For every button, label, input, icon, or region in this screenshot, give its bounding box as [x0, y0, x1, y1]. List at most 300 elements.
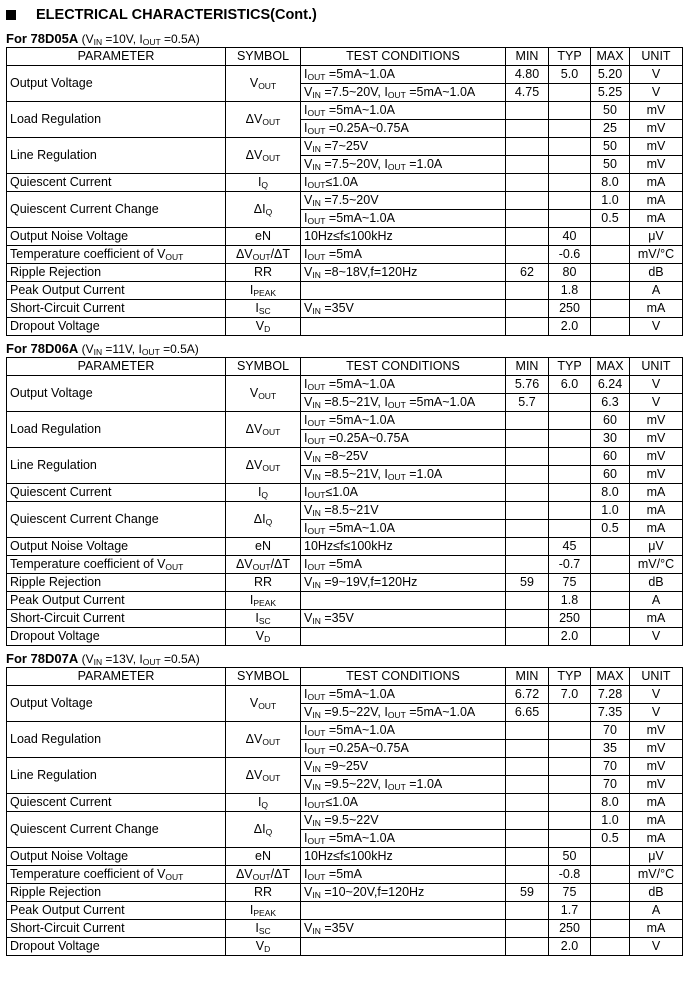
symbol-cell: $\Delta I_Q$: [226, 192, 301, 228]
max-cell: 8.0: [591, 174, 630, 192]
min-cell: [506, 120, 549, 138]
test-condition-cell: $I_{OUT}$ =0.25A~0.75A: [301, 120, 506, 138]
min-cell: 5.7: [506, 394, 549, 412]
unit-cell: mV: [630, 412, 683, 430]
parameter-cell: Load Regulation: [7, 102, 226, 138]
unit-cell: V: [630, 84, 683, 102]
max-cell: [591, 902, 630, 920]
min-cell: [506, 866, 549, 884]
min-cell: 62: [506, 264, 549, 282]
test-condition-cell: $V_{IN}$ =7.5~20V, $I_{OUT} =1.0A$: [301, 156, 506, 174]
typ-cell: [549, 174, 591, 192]
test-condition-cell: $I_{OUT}$ =5mA~1.0A: [301, 102, 506, 120]
table-row: [7, 758, 683, 776]
min-cell: [506, 430, 549, 448]
column-header: SYMBOL: [226, 668, 301, 686]
table-row: [7, 884, 683, 902]
max-cell: 7.35: [591, 704, 630, 722]
symbol-cell: $I_Q$: [226, 794, 301, 812]
typ-cell: [549, 84, 591, 102]
spec-table: [6, 667, 683, 956]
max-cell: [591, 538, 630, 556]
column-header: MIN: [506, 668, 549, 686]
symbol-cell: $I_{PEAK}$: [226, 902, 301, 920]
table-row: [7, 300, 683, 318]
unit-cell: mV: [630, 156, 683, 174]
max-cell: 0.5: [591, 210, 630, 228]
test-condition-cell: $V_{IN}$ =8~25V: [301, 448, 506, 466]
min-cell: [506, 794, 549, 812]
parameter-cell: Output Voltage: [7, 686, 226, 722]
table-row: [7, 574, 683, 592]
symbol-cell: eN: [226, 228, 301, 246]
max-cell: [591, 610, 630, 628]
max-cell: [591, 318, 630, 336]
typ-cell: [549, 758, 591, 776]
table-row: [7, 686, 683, 704]
table-row: [7, 484, 683, 502]
max-cell: 5.20: [591, 66, 630, 84]
test-condition-cell: $I_{OUT}$ =0.25A~0.75A: [301, 740, 506, 758]
section-title: [6, 340, 682, 357]
symbol-cell: $\Delta V_{OUT}$: [226, 102, 301, 138]
typ-cell: 250: [549, 300, 591, 318]
min-cell: [506, 520, 549, 538]
unit-cell: dB: [630, 264, 683, 282]
column-header: PARAMETER: [7, 48, 226, 66]
min-cell: [506, 174, 549, 192]
parameter-cell: Temperature coefficient of $V_{OUT}$: [7, 246, 226, 264]
parameter-cell: Line Regulation: [7, 758, 226, 794]
typ-cell: 2.0: [549, 628, 591, 646]
table-header-row: [7, 668, 683, 686]
test-condition-cell: $I_{OUT} =5mA$: [301, 866, 506, 884]
typ-cell: [549, 722, 591, 740]
column-header: UNIT: [630, 48, 683, 66]
parameter-cell: Load Regulation: [7, 412, 226, 448]
max-cell: 60: [591, 466, 630, 484]
unit-cell: mV: [630, 758, 683, 776]
min-cell: [506, 610, 549, 628]
section-device: For 78D06A: [6, 341, 79, 356]
max-cell: 50: [591, 156, 630, 174]
table-row: [7, 448, 683, 466]
max-cell: 60: [591, 448, 630, 466]
symbol-cell: $\Delta V_{OUT}$: [226, 722, 301, 758]
test-condition-cell: 10Hz≤f≤100kHz: [301, 848, 506, 866]
min-cell: [506, 848, 549, 866]
symbol-cell: $I_{SC}$: [226, 610, 301, 628]
max-cell: 30: [591, 430, 630, 448]
test-condition-cell: $I_{OUT}\le 1.0A$: [301, 174, 506, 192]
typ-cell: 50: [549, 848, 591, 866]
typ-cell: [549, 704, 591, 722]
typ-cell: [549, 412, 591, 430]
typ-cell: -0.6: [549, 246, 591, 264]
column-header: UNIT: [630, 358, 683, 376]
unit-cell: V: [630, 938, 683, 956]
min-cell: [506, 830, 549, 848]
parameter-cell: Short-Circuit Current: [7, 920, 226, 938]
symbol-cell: $I_{SC}$: [226, 300, 301, 318]
parameter-cell: Dropout Voltage: [7, 318, 226, 336]
unit-cell: V: [630, 376, 683, 394]
parameter-cell: Quiescent Current: [7, 174, 226, 192]
typ-cell: [549, 192, 591, 210]
max-cell: [591, 884, 630, 902]
section-title: [6, 30, 682, 47]
parameter-cell: Output Voltage: [7, 376, 226, 412]
parameter-cell: Output Noise Voltage: [7, 228, 226, 246]
typ-cell: [549, 520, 591, 538]
typ-cell: [549, 812, 591, 830]
test-condition-cell: $I_{OUT}$ =5mA~1.0A: [301, 722, 506, 740]
unit-cell: mA: [630, 520, 683, 538]
column-header: MIN: [506, 48, 549, 66]
min-cell: [506, 412, 549, 430]
min-cell: [506, 156, 549, 174]
unit-cell: mV/°C: [630, 556, 683, 574]
column-header: TYP: [549, 48, 591, 66]
typ-cell: -0.7: [549, 556, 591, 574]
test-condition-cell: $I_{OUT} =5mA$: [301, 246, 506, 264]
symbol-cell: $V_{OUT}$: [226, 66, 301, 102]
unit-cell: mV/°C: [630, 246, 683, 264]
symbol-cell: $\Delta V_{OUT}/\Delta T$: [226, 556, 301, 574]
test-condition-cell: $V_{IN}$ =8~18V,f=120Hz: [301, 264, 506, 282]
parameter-cell: Quiescent Current: [7, 794, 226, 812]
symbol-cell: RR: [226, 574, 301, 592]
unit-cell: mA: [630, 174, 683, 192]
max-cell: [591, 574, 630, 592]
test-condition-cell: $V_{IN} =35V$: [301, 300, 506, 318]
test-condition-cell: $V_{IN}$ =10~20V,f=120Hz: [301, 884, 506, 902]
unit-cell: mA: [630, 830, 683, 848]
max-cell: [591, 300, 630, 318]
min-cell: [506, 722, 549, 740]
typ-cell: [549, 210, 591, 228]
min-cell: [506, 758, 549, 776]
spec-table: [6, 47, 683, 336]
max-cell: 0.5: [591, 830, 630, 848]
table-row: [7, 538, 683, 556]
table-row: [7, 866, 683, 884]
heading-text: ELECTRICAL CHARACTERISTICS(Cont.): [36, 7, 317, 23]
max-cell: 8.0: [591, 484, 630, 502]
max-cell: [591, 592, 630, 610]
max-cell: [591, 228, 630, 246]
typ-cell: 80: [549, 264, 591, 282]
table-row: [7, 228, 683, 246]
test-condition-cell: $V_{IN}$ =7.5~20V, $I_{OUT}$ =5mA~1.0A: [301, 84, 506, 102]
column-header: PARAMETER: [7, 358, 226, 376]
symbol-cell: $I_Q$: [226, 484, 301, 502]
unit-cell: V: [630, 318, 683, 336]
min-cell: 4.75: [506, 84, 549, 102]
symbol-cell: RR: [226, 884, 301, 902]
min-cell: [506, 538, 549, 556]
parameter-cell: Output Noise Voltage: [7, 848, 226, 866]
table-row: [7, 722, 683, 740]
column-header: TYP: [549, 668, 591, 686]
symbol-cell: $\Delta V_{OUT}/\Delta T$: [226, 246, 301, 264]
max-cell: [591, 246, 630, 264]
unit-cell: V: [630, 628, 683, 646]
column-header: MAX: [591, 358, 630, 376]
parameter-cell: Peak Output Current: [7, 592, 226, 610]
unit-cell: mA: [630, 192, 683, 210]
min-cell: [506, 920, 549, 938]
min-cell: 4.80: [506, 66, 549, 84]
typ-cell: [549, 466, 591, 484]
parameter-cell: Dropout Voltage: [7, 628, 226, 646]
typ-cell: -0.8: [549, 866, 591, 884]
test-condition-cell: [301, 902, 506, 920]
max-cell: 1.0: [591, 502, 630, 520]
typ-cell: 7.0: [549, 686, 591, 704]
unit-cell: mV: [630, 740, 683, 758]
table-row: [7, 376, 683, 394]
symbol-cell: $V_D$: [226, 318, 301, 336]
test-condition-cell: $V_{IN} =35V$: [301, 610, 506, 628]
unit-cell: μV: [630, 848, 683, 866]
min-cell: 6.72: [506, 686, 549, 704]
typ-cell: [549, 502, 591, 520]
table-row: [7, 264, 683, 282]
table-header-row: [7, 48, 683, 66]
column-header: TEST CONDITIONS: [301, 48, 506, 66]
column-header: MAX: [591, 48, 630, 66]
unit-cell: V: [630, 394, 683, 412]
min-cell: [506, 628, 549, 646]
unit-cell: mA: [630, 502, 683, 520]
typ-cell: [549, 156, 591, 174]
unit-cell: mA: [630, 484, 683, 502]
test-condition-cell: $I_{OUT} =5mA$: [301, 556, 506, 574]
max-cell: [591, 866, 630, 884]
column-header: TEST CONDITIONS: [301, 668, 506, 686]
typ-cell: [549, 830, 591, 848]
table-row: [7, 102, 683, 120]
test-condition-cell: $I_{OUT}$ =5mA~1.0A: [301, 830, 506, 848]
section-title: [6, 650, 682, 667]
max-cell: [591, 938, 630, 956]
min-cell: [506, 556, 549, 574]
section-conditions: ($V_{IN} =11V$, $I_{OUT} =0.5A$): [78, 342, 199, 357]
section-device: For 78D07A: [6, 651, 79, 666]
typ-cell: 6.0: [549, 376, 591, 394]
unit-cell: A: [630, 282, 683, 300]
section-conditions: ($V_{IN} =10V$, $I_{OUT} =0.5A$): [78, 32, 200, 47]
min-cell: [506, 228, 549, 246]
symbol-cell: $\Delta I_Q$: [226, 502, 301, 538]
symbol-cell: $I_{SC}$: [226, 920, 301, 938]
typ-cell: [549, 776, 591, 794]
table-row: [7, 66, 683, 84]
test-condition-cell: $I_{OUT}$ =5mA~1.0A: [301, 686, 506, 704]
typ-cell: 1.8: [549, 592, 591, 610]
test-condition-cell: $I_{OUT}$ =0.25A~0.75A: [301, 430, 506, 448]
section-vin: =11V: [102, 342, 132, 356]
unit-cell: mV: [630, 448, 683, 466]
test-condition-cell: [301, 628, 506, 646]
parameter-cell: Ripple Rejection: [7, 574, 226, 592]
section-conditions: ($V_{IN} =13V$, $I_{OUT} =0.5A$): [78, 652, 200, 667]
section-vin: =13V: [102, 652, 133, 666]
max-cell: 70: [591, 722, 630, 740]
typ-cell: 5.0: [549, 66, 591, 84]
min-cell: 59: [506, 574, 549, 592]
parameter-cell: Temperature coefficient of $V_{OUT}$: [7, 866, 226, 884]
test-condition-cell: $I_{OUT}\le 1.0A$: [301, 484, 506, 502]
min-cell: [506, 466, 549, 484]
test-condition-cell: $V_{IN} =35V$: [301, 920, 506, 938]
max-cell: 1.0: [591, 192, 630, 210]
table-row: [7, 246, 683, 264]
sections-container: [6, 30, 682, 956]
test-condition-cell: $V_{IN}$ =8.5~21V, $I_{OUT} =1.0A$: [301, 466, 506, 484]
max-cell: [591, 628, 630, 646]
section-vin: =10V: [102, 32, 133, 46]
table-row: [7, 502, 683, 520]
symbol-cell: $I_Q$: [226, 174, 301, 192]
unit-cell: mV: [630, 430, 683, 448]
typ-cell: 2.0: [549, 318, 591, 336]
symbol-cell: $\Delta V_{OUT}$: [226, 448, 301, 484]
min-cell: [506, 318, 549, 336]
test-condition-cell: $I_{OUT}$ =5mA~1.0A: [301, 412, 506, 430]
column-header: MIN: [506, 358, 549, 376]
unit-cell: mV: [630, 138, 683, 156]
parameter-cell: Quiescent Current Change: [7, 502, 226, 538]
typ-cell: [549, 448, 591, 466]
section-iout: =0.5A: [160, 652, 196, 666]
max-cell: 35: [591, 740, 630, 758]
table-row: [7, 592, 683, 610]
symbol-cell: $\Delta V_{OUT}$: [226, 138, 301, 174]
test-condition-cell: $V_{IN}$ =7.5~20V: [301, 192, 506, 210]
table-row: [7, 794, 683, 812]
table-row: [7, 556, 683, 574]
typ-cell: [549, 120, 591, 138]
unit-cell: dB: [630, 884, 683, 902]
min-cell: 5.76: [506, 376, 549, 394]
min-cell: [506, 740, 549, 758]
unit-cell: μV: [630, 538, 683, 556]
unit-cell: V: [630, 66, 683, 84]
min-cell: 59: [506, 884, 549, 902]
test-condition-cell: [301, 282, 506, 300]
unit-cell: mA: [630, 920, 683, 938]
table-row: [7, 174, 683, 192]
table-row: [7, 812, 683, 830]
parameter-cell: Dropout Voltage: [7, 938, 226, 956]
unit-cell: mA: [630, 794, 683, 812]
unit-cell: mV/°C: [630, 866, 683, 884]
table-row: [7, 628, 683, 646]
min-cell: [506, 448, 549, 466]
unit-cell: A: [630, 902, 683, 920]
table-row: [7, 138, 683, 156]
test-condition-cell: $I_{OUT}$ =5mA~1.0A: [301, 376, 506, 394]
test-condition-cell: $I_{OUT}\le 1.0A$: [301, 794, 506, 812]
unit-cell: V: [630, 686, 683, 704]
table-row: [7, 848, 683, 866]
table-row: [7, 412, 683, 430]
unit-cell: mV: [630, 466, 683, 484]
min-cell: 6.65: [506, 704, 549, 722]
test-condition-cell: $V_{IN}$ =9.5~22V, $I_{OUT} =1.0A$: [301, 776, 506, 794]
parameter-cell: Quiescent Current Change: [7, 812, 226, 848]
max-cell: 6.24: [591, 376, 630, 394]
typ-cell: [549, 740, 591, 758]
section-iout: =0.5A: [160, 32, 196, 46]
symbol-cell: $I_{PEAK}$: [226, 282, 301, 300]
unit-cell: mA: [630, 210, 683, 228]
parameter-cell: Line Regulation: [7, 138, 226, 174]
column-header: TEST CONDITIONS: [301, 358, 506, 376]
unit-cell: mV: [630, 776, 683, 794]
unit-cell: mA: [630, 812, 683, 830]
max-cell: [591, 282, 630, 300]
symbol-cell: $I_{PEAK}$: [226, 592, 301, 610]
symbol-cell: $\Delta V_{OUT}$: [226, 412, 301, 448]
spec-table: [6, 357, 683, 646]
section-device: For 78D05A: [6, 31, 79, 46]
parameter-cell: Load Regulation: [7, 722, 226, 758]
symbol-cell: $V_D$: [226, 628, 301, 646]
min-cell: [506, 484, 549, 502]
bullet-square-icon: [6, 10, 16, 20]
max-cell: [591, 556, 630, 574]
max-cell: 50: [591, 102, 630, 120]
min-cell: [506, 138, 549, 156]
column-header: UNIT: [630, 668, 683, 686]
max-cell: [591, 920, 630, 938]
table-row: [7, 282, 683, 300]
test-condition-cell: [301, 318, 506, 336]
min-cell: [506, 300, 549, 318]
max-cell: 6.3: [591, 394, 630, 412]
parameter-cell: Short-Circuit Current: [7, 300, 226, 318]
unit-cell: mA: [630, 300, 683, 318]
parameter-cell: Ripple Rejection: [7, 884, 226, 902]
column-header: TYP: [549, 358, 591, 376]
max-cell: 1.0: [591, 812, 630, 830]
symbol-cell: $V_{OUT}$: [226, 686, 301, 722]
table-row: [7, 318, 683, 336]
unit-cell: mA: [630, 610, 683, 628]
parameter-cell: Peak Output Current: [7, 282, 226, 300]
typ-cell: [549, 138, 591, 156]
min-cell: [506, 592, 549, 610]
test-condition-cell: $V_{IN}$ =9.5~22V, $I_{OUT}$ =5mA~1.0A: [301, 704, 506, 722]
parameter-cell: Temperature coefficient of $V_{OUT}$: [7, 556, 226, 574]
max-cell: 25: [591, 120, 630, 138]
min-cell: [506, 776, 549, 794]
test-condition-cell: [301, 592, 506, 610]
parameter-cell: Short-Circuit Current: [7, 610, 226, 628]
test-condition-cell: $V_{IN}$ =9~19V,f=120Hz: [301, 574, 506, 592]
symbol-cell: $V_D$: [226, 938, 301, 956]
symbol-cell: eN: [226, 538, 301, 556]
max-cell: 50: [591, 138, 630, 156]
test-condition-cell: $V_{IN}$ =9.5~22V: [301, 812, 506, 830]
typ-cell: 1.8: [549, 282, 591, 300]
min-cell: [506, 282, 549, 300]
symbol-cell: $\Delta V_{OUT}$: [226, 758, 301, 794]
parameter-cell: Quiescent Current Change: [7, 192, 226, 228]
